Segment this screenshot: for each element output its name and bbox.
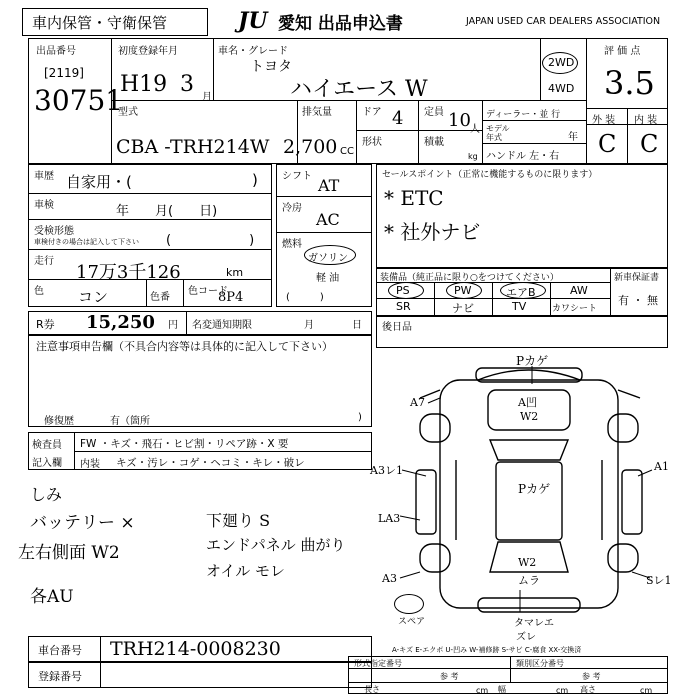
note-battery: バッテリー × — [30, 513, 135, 533]
damage-legend: A-キズ E-エクボ U-凹み W-補修跡 S-サビ C-腐食 XX-交換済 — [392, 646, 582, 654]
width-label: 幅 — [498, 685, 506, 694]
history-value: 自家用・( — [66, 173, 132, 191]
acceptance-sub: 車検付きの場合は記入して下さい — [34, 238, 139, 246]
note-stain: しみ — [30, 485, 63, 504]
handle-label: ハンドル 左・右 — [486, 151, 560, 162]
recycle-value: 15,250 — [86, 312, 155, 333]
mileage-label: 走行 — [34, 256, 54, 267]
type-label: 型式 — [118, 107, 138, 118]
displacement-value: 2,700 — [283, 136, 338, 158]
shift-value: AT — [318, 176, 340, 195]
lot-number-label: 出品番号 — [36, 46, 76, 57]
name-change-day: 日 — [352, 320, 362, 331]
equipment-label: 装備品（純正品に限り○をつけてください） — [380, 273, 559, 283]
color-no-label: 色番 — [150, 292, 170, 303]
association-name: JAPAN USED CAR DEALERS ASSOCIATION — [466, 16, 661, 27]
form-title: 愛知 出品申込書 — [278, 14, 403, 34]
note-each-au: 各AU — [30, 587, 74, 607]
recycle-label: R券 — [36, 318, 55, 331]
spare-circle — [394, 594, 424, 614]
entry-label: 記入欄 — [32, 458, 62, 469]
diagram-rear-w2: W2 — [518, 556, 537, 569]
door-value: 4 — [392, 108, 404, 129]
aftercare-label: 後日品 — [382, 322, 412, 333]
category-number-label: 類別区分番号 — [516, 659, 564, 668]
cc-unit: CC — [340, 146, 354, 157]
shift-label: シフト — [282, 171, 312, 182]
note-underbody: 下廻り S — [206, 511, 271, 530]
equip-pw: PW — [454, 284, 472, 297]
inspection-label: 車検 — [34, 200, 54, 211]
diagram-front-label2: W2 — [520, 410, 539, 423]
ref-label-1: 参 考 — [440, 672, 459, 681]
acceptance-paren: ( ) — [166, 233, 255, 248]
repair-close: ) — [358, 412, 362, 423]
equip-sr: SR — [396, 300, 411, 313]
model-year-label: モデル 年式 — [486, 124, 510, 142]
name-change-month: 月 — [304, 320, 314, 331]
color-label: 色 — [34, 286, 44, 297]
fuel-label: 燃料 — [282, 239, 302, 250]
new-warranty-value: 有 ・ 無 — [618, 294, 658, 307]
fuel-gas: ガソリン — [308, 253, 348, 264]
type-value: CBA -TRH214W — [116, 136, 270, 158]
diagram-top-label: Pカゲ — [516, 354, 549, 368]
diagram-right-a1: A1 — [654, 460, 669, 473]
door-label: ドア — [362, 107, 382, 118]
acceptance-label: 受検形態 — [34, 226, 74, 237]
car-name-label: 車名・グレード — [218, 46, 288, 57]
capacity-label: 定員 — [424, 107, 444, 118]
maker: トヨタ — [250, 59, 292, 75]
ju-logo: JU — [238, 8, 268, 34]
grade-label: 評 価 点 — [604, 46, 641, 57]
lot-number: 30751 — [34, 84, 124, 117]
km-unit: km — [226, 266, 244, 279]
capacity-value: 10 — [448, 110, 471, 131]
capacity-unit: 人 — [470, 124, 480, 135]
selling-point-2: * 社外ナビ — [384, 220, 481, 244]
interior-label: 内 装 — [634, 115, 658, 126]
exterior-value: C — [598, 130, 617, 158]
shape-label: 形状 — [362, 137, 382, 148]
width-cm: cm — [556, 686, 569, 695]
name-change-label: 名変通知期限 — [192, 320, 252, 331]
color-code-value: 8P4 — [218, 290, 244, 305]
equip-leather-seat: カワシート — [552, 304, 598, 314]
first-reg-label: 初度登録年月 — [118, 46, 178, 57]
history-close: ) — [252, 171, 258, 189]
caution-label: 注意事項申告欄（不具合内容等は具体的に記入して下さい） — [36, 340, 333, 353]
interior-value: C — [640, 130, 659, 158]
diagram-left-a3l: A3レ1 — [370, 464, 403, 477]
inspector-interior-label: 内装 — [80, 459, 100, 470]
color-code-label: 色コード — [188, 286, 228, 297]
diagram-bottom-note2: ズレ — [516, 632, 536, 643]
equip-ps: PS — [396, 284, 410, 297]
equip-navi: ナビ — [452, 302, 474, 315]
grade-value: 3.5 — [604, 64, 655, 102]
diagram-left-a: A7 — [410, 396, 425, 409]
month-unit: 月 — [202, 92, 212, 103]
first-reg-month: 3 — [180, 72, 194, 97]
diagram-right-rear: Sレ1 — [646, 574, 672, 587]
new-warranty-label: 新車保証書 — [614, 273, 660, 283]
load-label: 積載 — [424, 137, 444, 148]
chassis-label: 車台番号 — [38, 644, 82, 657]
color-value: コン — [78, 288, 109, 306]
fuel-paren: ( ) — [286, 292, 324, 303]
equip-tv: TV — [512, 300, 527, 313]
note-sides: 左右側面 W2 — [18, 543, 120, 563]
ac-value: AC — [316, 210, 340, 229]
length-cm: cm — [476, 686, 489, 695]
diagram-left-a3b: A3 — [382, 572, 397, 585]
inspector-row2: キズ・汚レ・コゲ・ヘコミ・キレ・破レ — [116, 457, 305, 469]
kg-unit: kg — [468, 152, 478, 161]
storage-note: 車内保管・守衛保管 — [32, 14, 168, 32]
displacement-label: 排気量 — [302, 107, 332, 118]
note-oil-leak: オイル モレ — [206, 562, 286, 580]
ref-label-2: 参 考 — [582, 672, 601, 681]
equip-airbag: エアB — [506, 286, 536, 299]
inspector-row1: FW ・キズ・飛石・ヒビ割・リペア跡・X 要 — [80, 438, 289, 450]
dealer-label: ディーラー・並 行 — [486, 110, 561, 120]
lot-number-sub: [2119] — [44, 66, 84, 80]
model-name: ハイエース W — [290, 77, 428, 102]
fuel-diesel: 軽 油 — [316, 273, 340, 284]
drive-4wd: 4WD — [548, 82, 575, 95]
diagram-front-label1: A凹 — [518, 396, 537, 409]
height-cm: cm — [640, 686, 653, 695]
year-unit: 年 — [568, 132, 578, 143]
selling-points-label: セールスポイント（正常に機能するものに限ります） — [382, 170, 598, 180]
inspector-label: 検査員 — [32, 440, 62, 451]
diagram-bottom-note1: タマレエ — [514, 618, 554, 629]
repair-value: 有（箇所 — [110, 416, 150, 427]
length-label: 長さ — [364, 685, 380, 694]
mileage-value: 17万3千126 — [76, 262, 181, 283]
exterior-label: 外 装 — [592, 115, 616, 126]
selling-point-1: * ETC — [384, 186, 444, 210]
inspection-value: 年 月( 日) — [116, 204, 218, 219]
height-label: 高さ — [580, 685, 596, 694]
diagram-left-a3: LA3 — [378, 512, 401, 525]
equip-aw: AW — [570, 284, 588, 297]
reg-label: 登録番号 — [38, 670, 82, 683]
chassis-value: TRH214-0008230 — [110, 638, 281, 660]
note-end-panel: エンドパネル 曲がり — [206, 536, 346, 554]
diagram-rear-mura: ムラ — [518, 574, 540, 587]
drive-2wd: 2WD — [548, 56, 575, 69]
ac-label: 冷房 — [282, 203, 302, 214]
first-reg-era: H19 — [120, 72, 168, 97]
diagram-spare: スペア — [398, 617, 426, 627]
repair-label: 修復歴 — [44, 416, 74, 427]
shape-number-label: 形式指定番号 — [354, 659, 402, 668]
diagram-center: Pカゲ — [518, 482, 551, 496]
history-label: 車歴 — [34, 171, 54, 182]
yen-unit: 円 — [168, 320, 178, 331]
